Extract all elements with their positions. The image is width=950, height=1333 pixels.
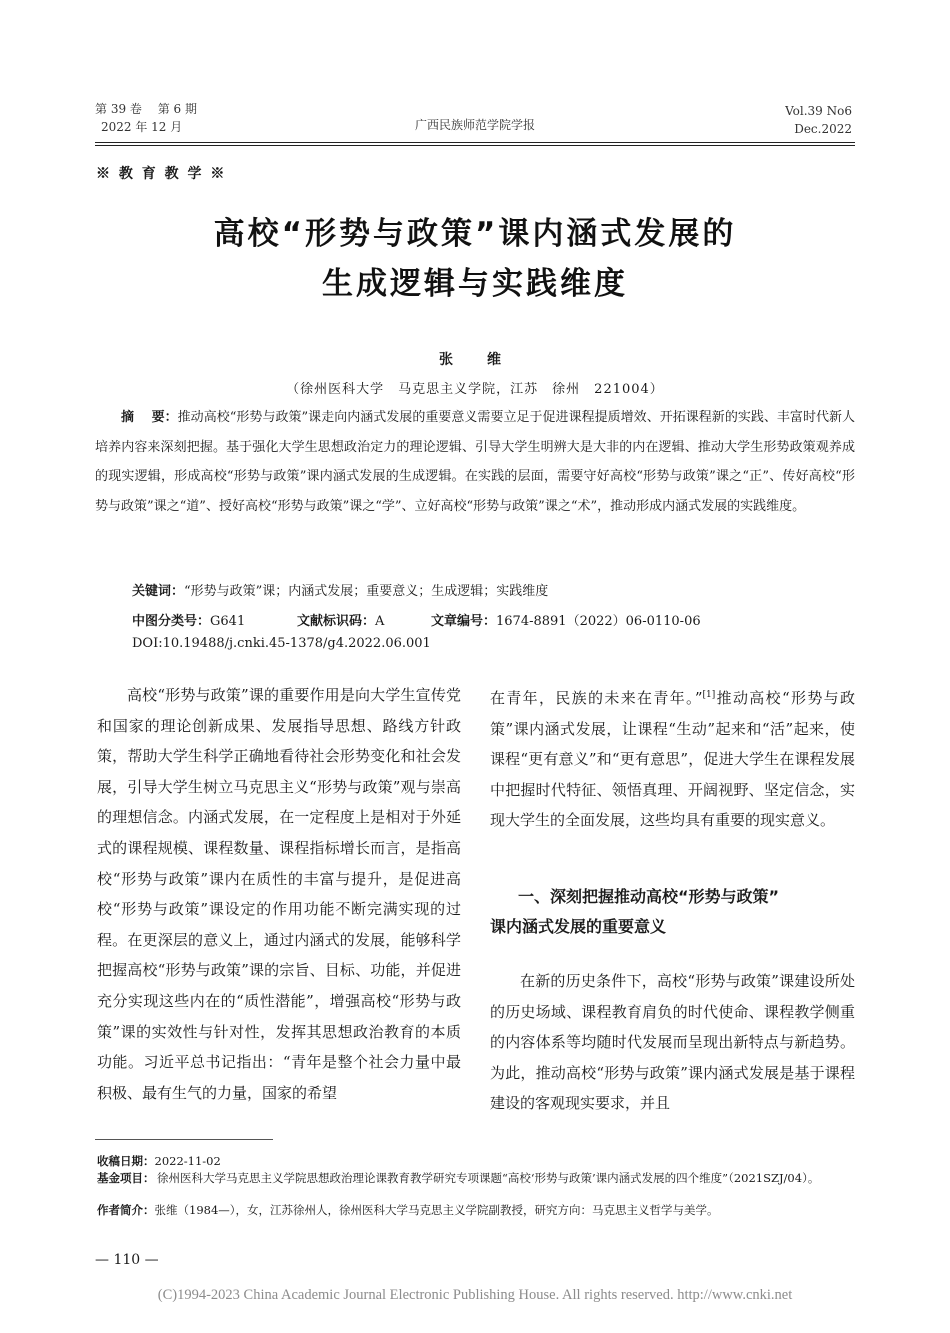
header-rule-top bbox=[95, 142, 855, 143]
doccode-label: 文献标识码： bbox=[297, 614, 376, 629]
body-quote-end: 在青年，民族的未来在青年。” bbox=[490, 689, 703, 707]
body-paragraph: 高校“形势与政策”课的重要作用是向大学生宣传党和国家的理论创新成果、发展指导思想、路线方针政策，帮助大学生科学正确地看待社会形势变化和社会发展，引导大学生树立马克思主义“形势与政策”观与崇高的理想信念。内涵式发展，在一定程度上是相对于外延式的课程规模、课程数量、课程指标增长而言，是指高校“形势与政策”课内在质性的丰富与提升，是促进高校“形势与政策”课设定的作用功能不断完满实现的过程。在更深层的意义上，通过内涵式的发展，能够科学把握高校“形势与政策”课的宗旨、目标、功能，并促进充分实现这些内在的“质性潜能”，增强高校“形势与政策”课的实效性与针对性，发挥其思想政治教育的本质功能。习近平总书记指出：“青年是整个社会力量中最积极、最有生气的力量，国家的希望 bbox=[97, 686, 461, 1102]
author-bio-label: 作者简介： bbox=[97, 1203, 155, 1217]
section-heading-line2: 课内涵式发展的重要意义 bbox=[490, 917, 667, 936]
article-number-label: 文章编号： bbox=[431, 614, 497, 629]
document-code bbox=[297, 612, 384, 632]
header-rule-bottom bbox=[95, 145, 855, 146]
footnote-author bbox=[97, 1202, 855, 1219]
page-number: — 110 — bbox=[95, 1252, 159, 1268]
citation-ref: [1] bbox=[702, 690, 716, 700]
clc-number bbox=[132, 612, 245, 632]
body-para-rest: 推动高校“形势与政策”课内涵式发展，让课程“生动”起来和“活”起来，使课程“更有意义”和“更有意思”，促进大学生在课程发展中把握时代特征、领悟真理、开阔视野、坚定信念，实现大学生的全面发展，这些均具有重要的现实意义。 bbox=[490, 689, 855, 830]
clc-value: G641 bbox=[210, 614, 246, 629]
section-heading-line1: 一、深刻把握推动高校“形势与政策” bbox=[518, 887, 780, 906]
article-title-line1: 高校“形势与政策”课内涵式发展的 bbox=[213, 216, 737, 252]
footnote-received bbox=[97, 1153, 855, 1170]
body-paragraph-continued bbox=[490, 680, 855, 836]
author-bio-value: 张维（1984—），女，江苏徐州人，徐州医科大学马克思主义学院副教授，研究方向：马克思主义哲学与美学。 bbox=[154, 1203, 719, 1217]
clc-label: 中图分类号： bbox=[132, 614, 211, 629]
abstract-text: 推动高校“形势与政策”课走向内涵式发展的重要意义需要立足于促进课程提质增效、开拓课程新的实践、丰富时代新人培养内容来深刻把握。基于强化大学生思想政治定力的理论逻辑、引导大学生明辨大是大非的内在逻辑、推动大学生形势政策观养成的现实逻辑，形成高校“形势与政策”课内涵式发展的生成逻辑。在实践的层面，需要守好高校“形势与政策”课之“正”、传好高校“形势与政策”课之“道”、授好高校“形势与政策”课之“学”、立好高校“形势与政策”课之“术”，推动形成内涵式发展的实践维度。 bbox=[95, 410, 855, 514]
body-right-section bbox=[490, 966, 855, 1119]
footnote-fund bbox=[97, 1170, 855, 1187]
copyright-notice: (C)1994-2023 China Academic Journal Electronic Publishing House. All rights reserved. http://www.cnki.net bbox=[157, 1287, 793, 1303]
author-affiliation: （徐州医科大学 马克思主义学院，江苏 徐州 221004） bbox=[286, 382, 664, 397]
received-value: 2022-11-02 bbox=[154, 1154, 221, 1168]
fund-value: 徐州医科大学马克思主义学院思想政治理论课教育教学研究专项课题“高校‘形势与政策’课内涵式发展的四个维度”（2021SZJ/04）。 bbox=[157, 1171, 820, 1185]
article-title-line2: 生成逻辑与实践维度 bbox=[322, 266, 628, 302]
doccode-value: A bbox=[375, 614, 385, 629]
keywords bbox=[132, 582, 548, 602]
header-date: 2022 年 12 月 bbox=[101, 120, 183, 134]
abstract-label: 摘 要： bbox=[121, 410, 178, 425]
footnote-rule bbox=[95, 1139, 273, 1140]
keywords-label: 关键词： bbox=[132, 584, 185, 599]
header-vol-no-en: Vol.39 No6 bbox=[785, 104, 852, 118]
doi: DOI:10.19488/j.cnki.45-1378/g4.2022.06.001 bbox=[132, 636, 431, 651]
abstract bbox=[95, 403, 855, 521]
fund-label: 基金项目： bbox=[97, 1171, 155, 1185]
body-paragraph: 在新的历史条件下，高校“形势与政策”课建设所处的历史场域、课程教育肩负的时代使命、课程教学侧重的内容体系等均随时代发展而呈现出新特点与新趋势。为此，推动高校“形势与政策”课内涵式发展是基于课程建设的客观现实要求，并且 bbox=[490, 972, 855, 1113]
article-number bbox=[431, 612, 701, 632]
keywords-text: “形势与政策”课；内涵式发展；重要意义；生成逻辑；实践维度 bbox=[184, 584, 549, 599]
header-volume-issue: 第 39 卷 第 6 期 bbox=[95, 102, 197, 116]
section-tag: ※ 教 育 教 学 ※ bbox=[96, 166, 227, 182]
author-name: 张 维 bbox=[439, 352, 511, 368]
article-number-value: 1674-8891（2022）06-0110-06 bbox=[496, 614, 701, 629]
header-date-en: Dec.2022 bbox=[794, 122, 852, 136]
body-left-column bbox=[97, 680, 461, 1108]
body-right-column bbox=[490, 680, 855, 836]
header-journal-name: 广西民族师范学院学报 bbox=[414, 118, 535, 132]
received-label: 收稿日期： bbox=[97, 1154, 155, 1168]
